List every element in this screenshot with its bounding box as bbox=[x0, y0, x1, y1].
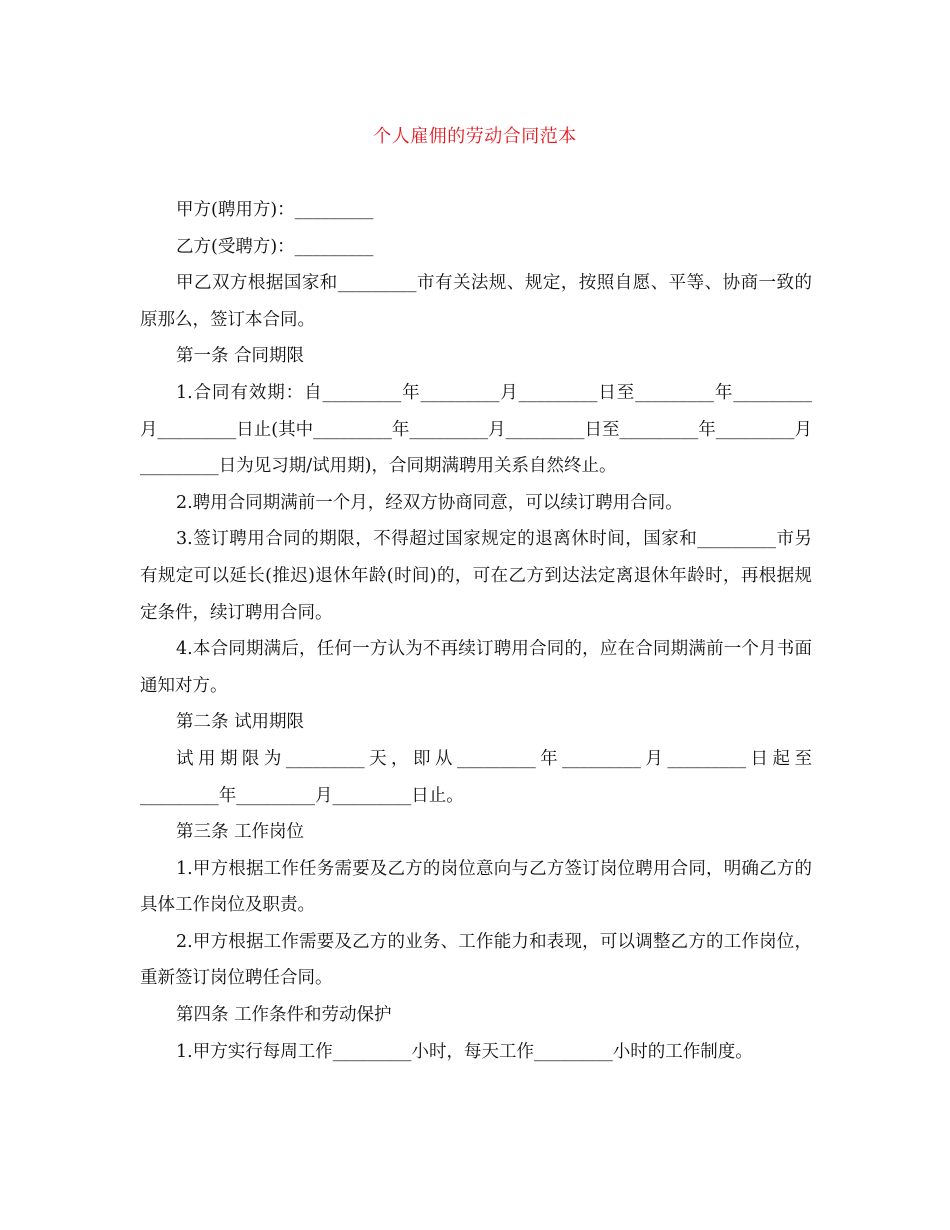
article-3-heading: 第三条 工作岗位 bbox=[176, 822, 305, 843]
document-title: 个人雇佣的劳动合同范本 bbox=[373, 126, 577, 147]
article-2-clause: 试用期限为_________天，即从_________年_________月_________日起至_________年_________月_________日止。 bbox=[140, 748, 812, 806]
article-1-clause-4: 4.本合同期满后，任何一方认为不再续订聘用合同的，应在合同期满前一个月书面通知对方。 bbox=[140, 639, 812, 696]
article-4-clause-1: 1.甲方实行每周工作_________小时，每天工作_________小时的工作制度。 bbox=[176, 1041, 753, 1062]
party-b-line: 乙方(受聘方)：_________ bbox=[176, 236, 374, 257]
article-1-clause-2: 2.聘用合同期满前一个月，经双方协商同意，可以续订聘用合同。 bbox=[176, 492, 683, 513]
article-1-clause-1: 1.合同有效期：自_________年_________月_________日至_________年_________月_________日止(其中_________年_________月_________日至_________年_________月_________日为见习期/试用期)，合同期满聘用关系自然终止。 bbox=[140, 382, 812, 477]
article-4-heading: 第四条 工作条件和劳动保护 bbox=[176, 1005, 392, 1026]
party-a-line: 甲方(聘用方)：_________ bbox=[176, 200, 374, 220]
article-2-heading: 第二条 试用期限 bbox=[176, 712, 305, 733]
article-1-heading: 第一条 合同期限 bbox=[176, 346, 305, 367]
article-3-clause-1: 1.甲方根据工作任务需要及乙方的岗位意向与乙方签订岗位聘用合同，明确乙方的具体工作岗位及职责。 bbox=[140, 858, 812, 916]
preamble-paragraph: 甲乙双方根据国家和_________市有关法规、规定，按照自愿、平等、协商一致的原那么，签订本合同。 bbox=[140, 273, 812, 330]
document-body bbox=[140, 192, 812, 1070]
article-3-clause-2: 2.甲方根据工作需要及乙方的业务、工作能力和表现，可以调整乙方的工作岗位，重新签订岗位聘任合同。 bbox=[140, 931, 812, 989]
article-1-clause-3: 3.签订聘用合同的期限，不得超过国家规定的退离休时间，国家和_________市另有规定可以延长(推迟)退休年龄(时间)的，可在乙方到达法定离退休年龄时，再根据规定条件，续订聘用合同。 bbox=[140, 529, 812, 623]
